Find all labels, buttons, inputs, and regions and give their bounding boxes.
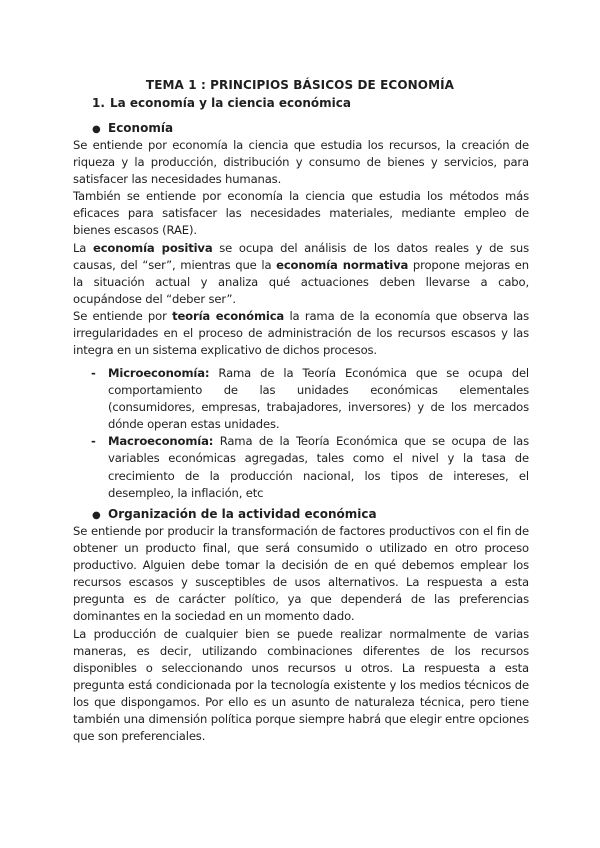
paragraph: Se entiende por teoría económica la rama de la economía que observa las irregularidades en el proceso de administración de los recursos escasos y las integra en un sistema explicativo de dichos procesos. <box>73 308 529 358</box>
bold-term: teoría económica <box>172 308 285 323</box>
section-title: La economía y la ciencia económica <box>110 96 352 110</box>
paragraph: También se entiende por economía la ciencia que estudia los métodos más eficaces para satisfacer las necesidades materiales, mediante empleo de bienes escasos (RAE). <box>73 189 529 238</box>
list-item: - Macroeconomía: Rama de la Teoría Económica que se ocupa de las variables económicas agregadas, tales como el nivel y la tasa de crecimiento de la producción nacional, los tipos de intereses, el desempleo, la inflación, etc <box>91 434 529 500</box>
dash-icon: - <box>91 434 96 449</box>
organizacion-body <box>73 523 529 745</box>
subsection-title: Economía <box>108 121 174 135</box>
dash-list <box>91 365 529 502</box>
bold-term: economía positiva <box>93 240 213 255</box>
document-title: TEMA 1 : PRINCIPIOS BÁSICOS DE ECONOMÍA <box>145 78 455 92</box>
list-term: Microeconomía: <box>108 366 210 380</box>
section-heading <box>92 96 351 110</box>
list-item: - Microeconomía: Rama de la Teoría Económica que se ocupa del comportamiento de las unidades económicas elementales (consumidores, empresas, trabajadores, inversores) y de los mercados dónde operan estas unidades. <box>91 366 529 432</box>
subsection-heading-economia <box>92 121 173 135</box>
paragraph: La economía positiva se ocupa del análisis de los datos reales y de sus causas, del “ser”, mientras que la economía normativa propone mejoras en la situación actual y analiza qué actuaciones deben llevarse a cabo, ocupándose del “deber ser”. <box>73 240 529 306</box>
list-term: Macroeconomía: <box>108 434 214 449</box>
bold-term: economía normativa <box>276 257 409 272</box>
paragraph: Se entiende por economía la ciencia que estudia los recursos, la creación de riqueza y la producción, distribución y consumo de bienes y servicios, para satisfacer las necesidades humanas. <box>73 138 529 187</box>
bullet-icon: ● <box>92 510 101 521</box>
paragraph: La producción de cualquier bien se puede realizar normalmente de varias maneras, es decir, utilizando combinaciones diferentes de los recursos disponibles o seleccionando unos recursos u otros. La respuesta a esta pregunta está condicionada por la tecnología existente y los medios técnicos de los que dispongamos. Por ello es un asunto de naturaleza técnica, pero tiene también una dimensión política porque siempre habrá que elegir entre opciones que son preferenciales. <box>73 626 529 744</box>
dash-icon: - <box>91 366 96 380</box>
subsection-title: Organización de la actividad económica <box>108 507 377 521</box>
section-number: 1. <box>92 96 105 110</box>
economia-body <box>73 137 529 359</box>
bullet-icon: ● <box>92 124 101 135</box>
subsection-heading-organizacion <box>92 507 377 521</box>
paragraph: Se entiende por producir la transformación de factores productivos con el fin de obtener un producto final, que será consumido o utilizado en otro proceso productivo. Alguien debe tomar la decisión de en qué debemos emplear los recursos escasos y susceptibles de usos alternativos. La respuesta a esta pregunta es de carácter político, ya que dependerá de las preferencias dominantes en la sociedad en un momento dado. <box>73 524 529 624</box>
